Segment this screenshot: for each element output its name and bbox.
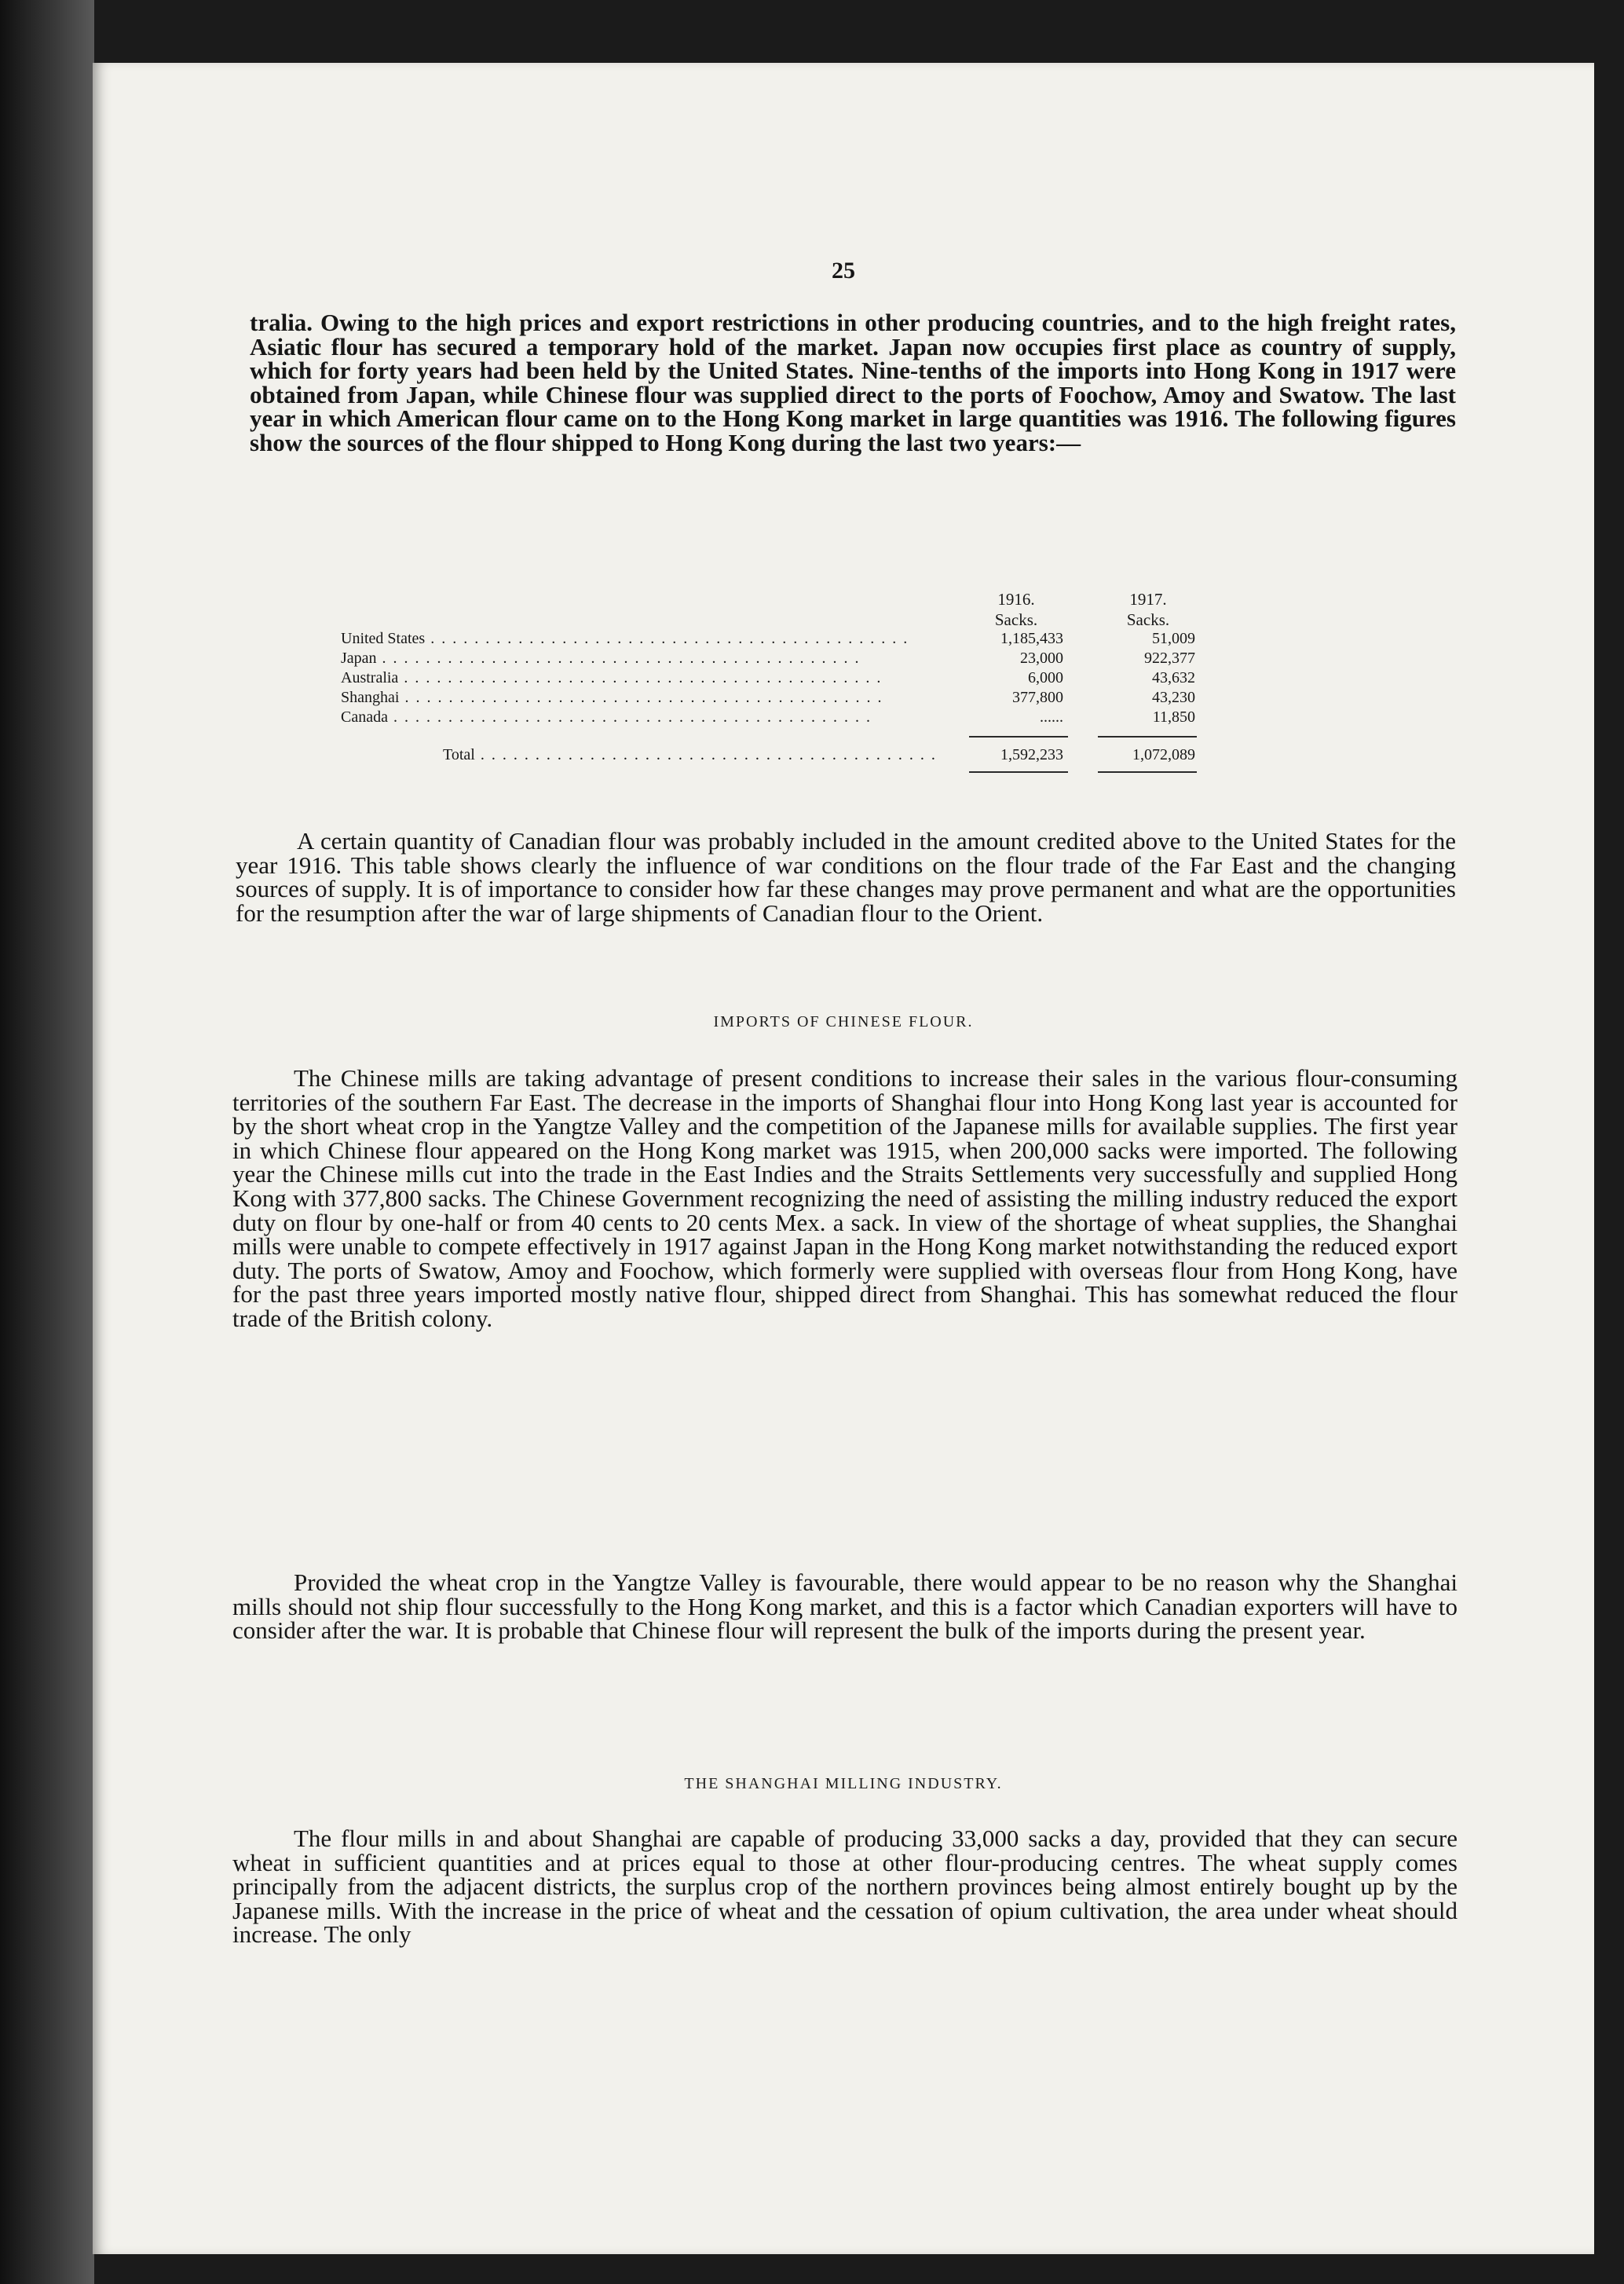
table-row <box>341 708 1205 726</box>
paragraph-canadian-text: A certain quantity of Canadian flour was probably included in the amount credited above to the United States for the year 1916. This table shows clearly the influence of war conditions on the flour trade of the Far East and the changing sources of supply. It is of importance to consider how far these changes may prove permanent and what are the opportunities for the resumption after the war of large shipments of Canadian flour to the Orient. <box>236 827 1456 927</box>
total-rule-1916 <box>969 771 1068 773</box>
col-1916-header <box>969 589 1063 630</box>
row-label: Japan . . . <box>341 650 938 668</box>
heading-imports-chinese-flour: IMPORTS OF CHINESE FLOUR. <box>713 1013 974 1030</box>
scan-binding-edge <box>0 0 94 2284</box>
table-row <box>341 650 1205 667</box>
paragraph-yangtze-text: Provided the wheat crop in the Yangtze Valley is favourable, there would appear to be no reason why the Shanghai mills should not ship flour successfully to the Hong Kong market, and this is a factor which Canadian exporters will have to consider after the war. It is probable that Chinese flour will represent the bulk of the imports during the present year. <box>232 1568 1458 1645</box>
paragraph-canadian <box>236 829 1456 925</box>
value-1916: 377,800 <box>1012 689 1063 706</box>
col-1916-year: 1916. <box>997 590 1035 609</box>
subtotal-rule-1917 <box>1098 736 1197 738</box>
table-row <box>341 630 1205 647</box>
paragraph-chinese-mills <box>232 1064 1458 1332</box>
value-1916: 6,000 <box>1028 669 1063 686</box>
table-row <box>341 669 1205 686</box>
col-1917-year: 1917. <box>1129 590 1167 609</box>
paragraph-intro-text: tralia. Owing to the high prices and export restrictions in other producing countries, and to the high freight rates, Asiatic flour has secured a temporary hold of the market. Japan now occupies first place as country of supply, which for forty years had been held by the United States. Nine-tenths of the imports into Hong Kong in 1917 were obtained from Japan, while Chinese flour was supplied direct to the ports of Foochow, Amoy and Swatow. The last year in which American flour came on to the Hong Kong market in large quantities was 1916. The following figures show the sources of the flour shipped to Hong Kong during the last two years:— <box>250 309 1456 456</box>
value-1917: 922,377 <box>1144 650 1195 667</box>
col-1916-unit: Sacks. <box>994 610 1038 629</box>
total-rule-1917 <box>1098 771 1197 773</box>
value-1917: 51,009 <box>1152 630 1195 647</box>
document-page <box>93 63 1594 2254</box>
total-1916: 1,592,233 <box>1000 746 1063 763</box>
value-1917: 43,632 <box>1152 669 1195 686</box>
value-1917: 43,230 <box>1152 689 1195 706</box>
value-1916: 1,185,433 <box>1000 630 1063 647</box>
paragraph-yangtze <box>232 1568 1458 1645</box>
paragraph-shanghai-mills-text: The flour mills in and about Shanghai are capable of producing 33,000 sacks a day, provided that they can secure wheat in sufficient quantities and at prices equal to those at other flour-producing centres. The wheat supply comes principally from the adjacent districts, the surplus crop of the northern provinces being almost entirely bought up by the Japanese mills. With the increase in the price of wheat and the cessation of opium cultivation, the area under wheat should increase. The only <box>232 1825 1458 1949</box>
total-1917: 1,072,089 <box>1132 746 1195 763</box>
table-total-row <box>341 746 1205 763</box>
total-label: Total . . . <box>341 746 938 764</box>
value-1917: 11,850 <box>1152 708 1195 726</box>
row-label: Canada . . . <box>341 708 938 727</box>
row-label: Shanghai . . . <box>341 689 938 707</box>
paragraph-chinese-mills-text: The Chinese mills are taking advantage of present conditions to increase their sales in the various flour-consuming territories of the southern Far East. The decrease in the imports of Shanghai flour into Hong Kong last year is accounted for by the short wheat crop in the Yangtze Valley and the competition of the Japanese mills for available supplies. The first year in which Chinese flour appeared on the Hong Kong market was 1915, when 200,000 sacks were imported. The following year the Chinese mills cut into the trade in the East Indies and the Straits Settlements very successfully and supplied Hong Kong with 377,800 sacks. The Chinese Government recognizing the need of assisting the milling industry reduced the export duty on flour by one-half or from 40 cents to 20 cents Mex. a sack. In view of the shortage of wheat supplies, the Shanghai mills were unable to compete effectively in 1917 against Japan in the Hong Kong market notwithstanding the reduced export duty. The ports of Swatow, Amoy and Foochow, which formerly were supplied with overseas flour from Hong Kong, have for the past three years imported mostly native flour, shipped direct from Shanghai. This has somewhat reduced the flour trade of the British colony. <box>232 1064 1458 1332</box>
value-1916: ...... <box>1040 708 1063 726</box>
row-label: United States . . . <box>341 630 938 648</box>
flour-sources-table <box>341 589 1205 809</box>
subtotal-rule-1916 <box>969 736 1068 738</box>
page-number: 25 <box>832 258 855 284</box>
paragraph-shanghai-mills <box>232 1827 1458 1947</box>
table-row <box>341 689 1205 706</box>
value-1916: 23,000 <box>1020 650 1063 667</box>
row-label: Australia . . . <box>341 669 938 687</box>
col-1917-header <box>1101 589 1195 630</box>
paragraph-intro <box>250 311 1456 456</box>
heading-shanghai-milling: THE SHANGHAI MILLING INDUSTRY. <box>684 1775 1003 1792</box>
col-1917-unit: Sacks. <box>1126 610 1170 629</box>
